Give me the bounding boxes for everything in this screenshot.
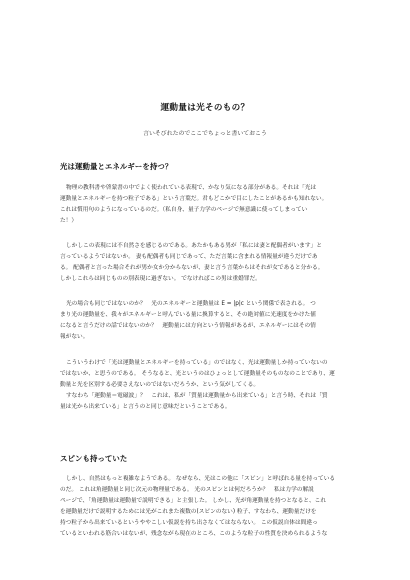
paragraph-line: た！）	[60, 218, 78, 225]
paragraph-line: 持つ粒子から出来ているというややこしい仮説を持ち出さなくてはならない。 この仮説自体は間違っ	[60, 520, 318, 527]
paragraph	[60, 299, 366, 343]
paragraph-line: これは慣用句のようになっているのだ。（私自身、量子力学のページで無意識に使ってしまってい	[60, 207, 308, 214]
paragraph-line: 動量と光を区別する必要さえないのではないだろうか、という気がしてくる。	[60, 382, 260, 389]
paragraph-line: しかしこれらは同じものの別表現に過ぎない。 でなければこの男は重婚罪だ。	[60, 276, 261, 283]
page-subtitle: 言いそびれたのでここでちょっと書いておこう	[143, 131, 267, 137]
paragraph-line: こういうわけで「光は運動量とエネルギーを持っている」のではなく、光は運動量しか持っていないの	[66, 360, 328, 366]
paragraph-line: しかしこの表現には不自然さを感じるのである。あたかもある男が「私には妻と配偶者がいます」と	[66, 243, 322, 249]
section-heading-light-momentum: 光は運動量とエネルギーを持つ？	[60, 162, 173, 171]
paragraph-line: 言っているようではないか。 妻も配偶者も同じであって、ただ言葉に含まれる情報量が違うだけであ	[60, 254, 318, 261]
page-title: 運動量は光そのもの？	[160, 103, 250, 113]
paragraph-line: 報がない。	[60, 334, 89, 341]
paragraph-line: ページで、「角運動量は運動量で説明できる」と主張した。 しかし、光が角運動量を持つとなると、これ	[60, 498, 327, 505]
paragraph	[60, 241, 366, 285]
section-heading-spin: スピンも持っていた	[60, 454, 128, 463]
paragraph-line: すなわち「運動量＝電磁波」？ これは、私が「質量は運動量から出来ている」と言う時、それは「質	[66, 393, 328, 400]
paragraph-line: 光の場合も同じではないのか？ 光のエネルギーと運動量は E = |p|c という関係で表される。 つ	[66, 301, 316, 307]
paragraph-line: しかし、自然はもっと複雑なようである。 なぜなら、光はこの他に「スピン」と呼ばれる量を持っている	[66, 476, 336, 482]
paragraph-line: 運動量とエネルギーを持つ粒子である」という言葉だ。君もどこかで目にしたことがあるかも知れない。	[60, 196, 328, 203]
paragraph-line: になると言うだけの話ではないのか？ 運動量には方向という情報があるが、エネルギーにはその情	[60, 323, 316, 330]
paragraph	[60, 183, 366, 227]
paragraph-line: 物理の教科書や啓蒙書の中でよく使われている表現で、かなり気になる部分がある。それは「光は	[66, 185, 317, 191]
paragraph-line: を運動量だけで説明するためには光がこれまた複数の(スピンのない) 粒子、すなわち、運動量だけを	[60, 509, 317, 516]
paragraph-line: まり光の運動量を、我々がエネルギーと呼んでいる量に換算すると、その絶対値に光速度をかけた値	[60, 312, 316, 319]
paragraph-line: る。 配偶者と言った場合それが男か女か分からないが、妻と言う言葉からはそれが女であると分かる。	[60, 265, 324, 272]
paragraph	[60, 358, 366, 413]
paragraph-line: ているといわれる筋合いはないが、残念ながら現在のところ、このような粒子の性質を決められるような	[60, 531, 328, 538]
paragraph-line: のだ。 これは角運動量と同じ次元の物理量である。 光のスピンとは何だろうか？ 私は力学の解説	[60, 487, 314, 494]
paragraph	[60, 474, 366, 541]
paragraph-line: 量は光から出来ている」と言うのと同じ意味だということである。	[60, 404, 231, 411]
paragraph-line: ではないか、と思うのである。 そうなると、光というのはひょっとして運動量そのものなのことであり、運	[60, 371, 335, 378]
